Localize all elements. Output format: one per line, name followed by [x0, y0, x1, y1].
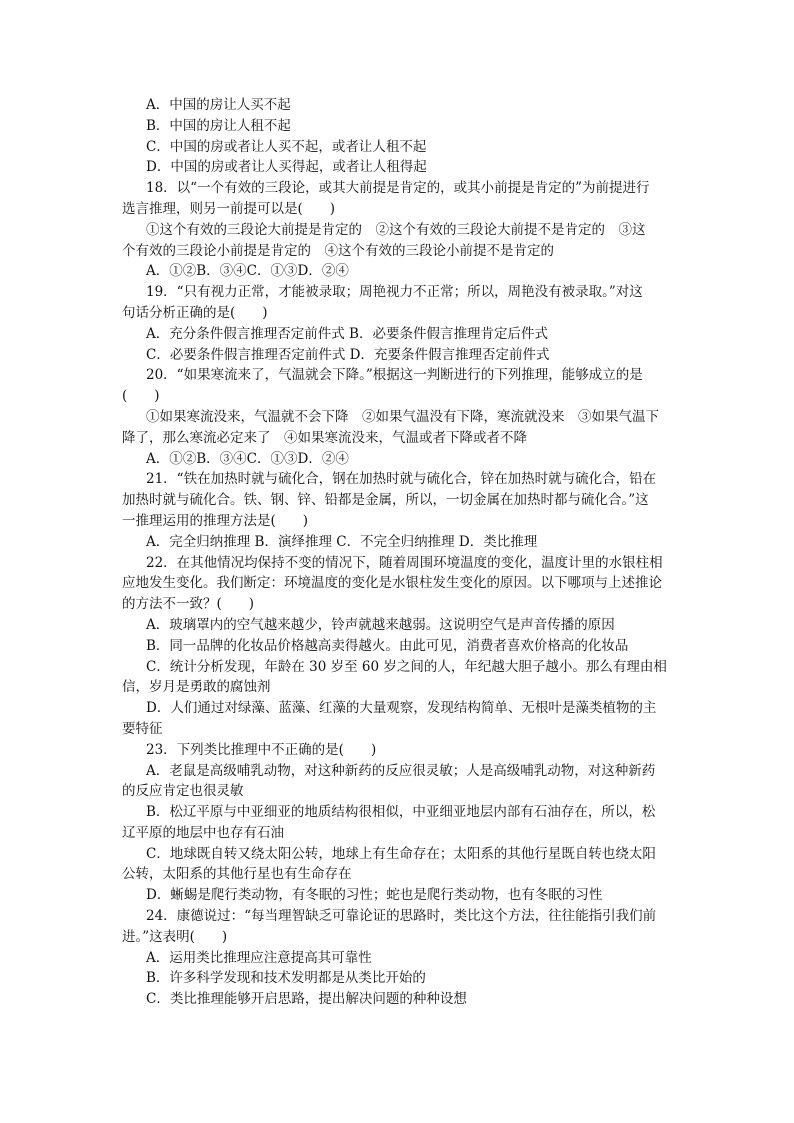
text-line: 的方法不一致？( ) — [122, 596, 255, 613]
text-line: 公转，太阳系的其他行星也有生命存在 — [122, 866, 352, 883]
text-line: 降了，那么寒流必定来了 ④如果寒流没来，气温或者下降或者不降 — [122, 429, 527, 446]
text-line: 22．在其他情况均保持不变的情况下，随着周围环境温度的变化，温度计里的水银柱相 — [146, 554, 663, 571]
text-line: 的反应肯定也很灵敏 — [122, 783, 244, 800]
text-line: ①如果寒流没来，气温就不会下降 ②如果气温没有下降，寒流就没来 ③如果气温下 — [146, 408, 659, 425]
text-line: C．中国的房或者让人买不起，或者让人租不起 — [146, 138, 427, 155]
text-line: D．中国的房或者让人买得起，或者让人租得起 — [146, 159, 427, 176]
text-line: 21．“铁在加热时就与硫化合，钢在加热时就与硫化合，锌在加热时就与硫化合，铅在 — [146, 471, 657, 488]
text-line: 信，岁月是勇敢的腐蚀剂 — [122, 679, 271, 696]
text-line: B．中国的房让人租不起 — [146, 117, 291, 134]
text-line: C．类比推理能够开启思路，提出解决问题的种种设想 — [146, 991, 467, 1008]
text-line: C．统计分析发现，年龄在 30 岁至 60 岁之间的人，年纪越大胆子越小。那么有理由相 — [146, 658, 667, 675]
text-line: A．完全归纳推理 B．演绎推理 C．不完全归纳推理 D．类比推理 — [146, 533, 538, 550]
text-line: 19．“只有视力正常，才能被录取；周艳视力不正常；所以，周艳没有被录取。”对这 — [146, 284, 643, 301]
text-line: B．同一品牌的化妆品价格越高卖得越火。由此可见，消费者喜欢价格高的化妆品 — [146, 637, 629, 654]
text-line: 一推理运用的推理方法是( ) — [122, 512, 309, 529]
text-line: 句话分析正确的是( ) — [122, 304, 268, 321]
text-line: A．①②B．③④C．①③D．②④ — [146, 263, 349, 280]
text-line: ①这个有效的三段论大前提是肯定的 ②这个有效的三段论大前提不是肯定的 ③这 — [146, 221, 646, 238]
text-line: 进。”这表明( ) — [122, 928, 228, 945]
text-line: 18．以“一个有效的三段论，或其大前提是肯定的，或其小前提是肯定的”为前提进行 — [146, 180, 650, 197]
text-line: C．地球既自转又绕太阳公转，地球上有生命存在；太阳系的其他行星既自转也绕太阳 — [146, 845, 656, 862]
text-line: C．必要条件假言推理否定前件式 D．充要条件假言推理否定前件式 — [146, 346, 550, 363]
text-line: 选言推理，则另一前提可以是( ) — [122, 200, 336, 217]
text-line: 要特征 — [122, 720, 163, 737]
text-line: 应地发生变化。我们断定：环境温度的变化是水银柱发生变化的原因。以下哪项与上述推论 — [122, 575, 662, 592]
text-line: 个有效的三段论小前提是肯定的 ④这个有效的三段论小前提不是肯定的 — [122, 242, 554, 259]
text-line: 24．康德说过：“每当理智缺乏可靠论证的思路时，类比这个方法，往往能指引我们前 — [146, 908, 657, 925]
text-line: A．中国的房让人买不起 — [146, 97, 291, 113]
text-line: A．充分条件假言推理否定前件式 B．必要条件假言推理肯定后件式 — [146, 325, 548, 342]
text-line: 辽平原的地层中也存有石油 — [122, 824, 284, 841]
text-line: A．①②B．③④C．①③D．②④ — [146, 450, 349, 467]
text-line: 加热时就与硫化合。铁、钢、锌、铅都是金属，所以，一切金属在加热时都与硫化合。”这 — [122, 492, 649, 509]
text-line: B．许多科学发现和技术发明都是从类比开始的 — [146, 970, 426, 987]
text-line: D．蜥蜴是爬行类动物，有冬眠的习性；蛇也是爬行类动物，也有冬眠的习性 — [146, 887, 603, 904]
text-line: 23．下列类比推理中不正确的是( ) — [146, 741, 377, 758]
text-line: 20．“如果寒流来了，气温就会下降。”根据这一判断进行的下列推理，能够成立的是 — [146, 367, 643, 384]
text-line: A．运用类比推理应注意提高其可靠性 — [146, 949, 372, 966]
text-line: ( ) — [122, 388, 160, 405]
text-line: D．人们通过对绿藻、蓝藻、红藻的大量观察，发现结构简单、无根叶是藻类植物的主 — [146, 700, 657, 717]
text-line: B．松辽平原与中亚细亚的地质结构很相似，中亚细亚地层内部有石油存在，所以，松 — [146, 804, 656, 821]
text-line: A．老鼠是高级哺乳动物，对这种新药的反应很灵敏；人是高级哺乳动物，对这种新药 — [146, 762, 656, 779]
text-line: A．玻璃罩内的空气越来越少，铃声就越来越弱。这说明空气是声音传播的原因 — [146, 616, 615, 633]
